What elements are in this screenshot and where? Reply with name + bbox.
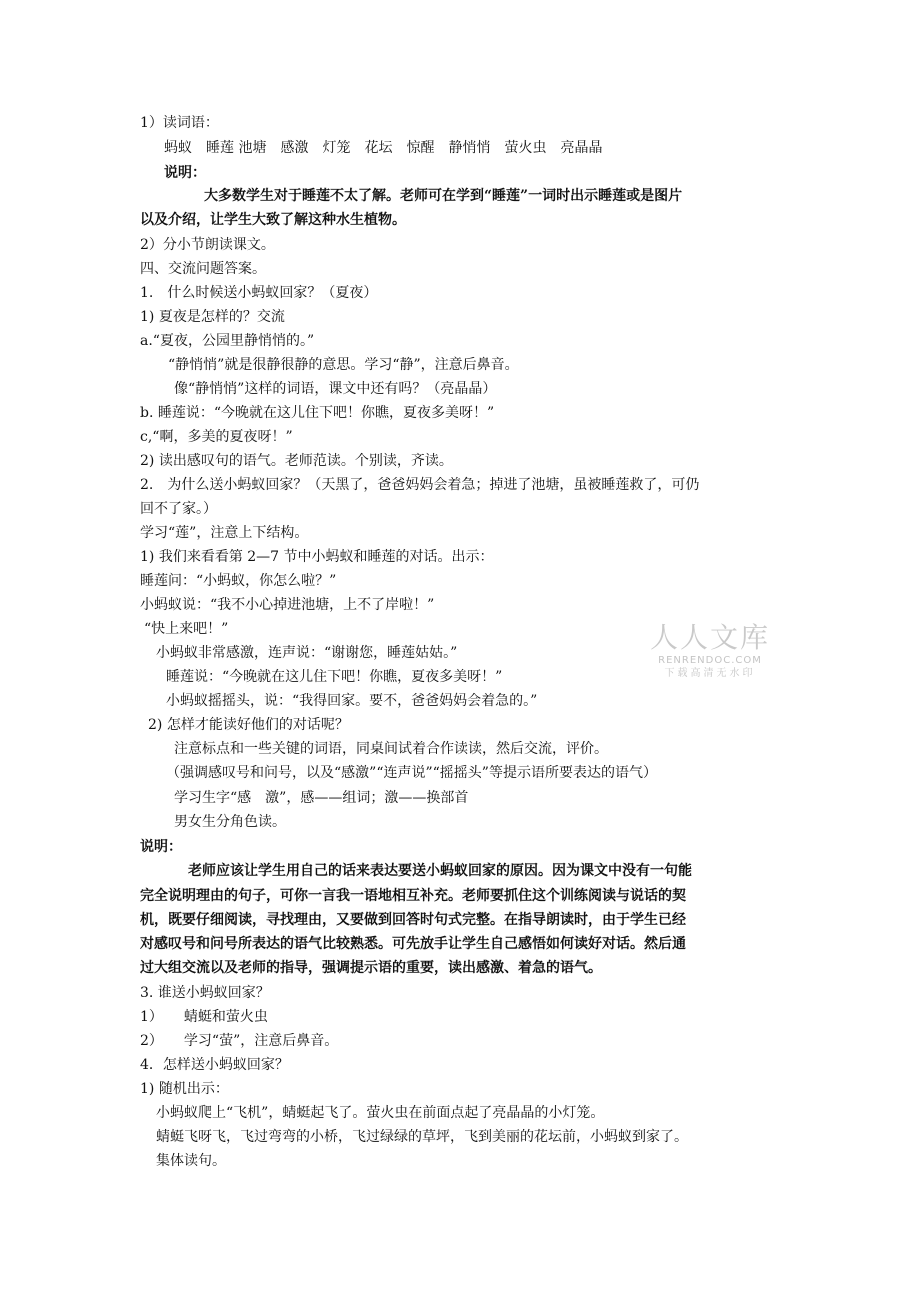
watermark-url: RENRENDOC.COM: [658, 655, 762, 666]
question-heading: 3. 谁送小蚂蚁回家？: [140, 985, 270, 1001]
dialogue-line: 睡莲问：“小蚂蚁，你怎么啦？”: [140, 573, 337, 589]
text-line: 像“静悄悄”这样的词语，课文中还有吗？（亮晶晶）: [174, 381, 497, 397]
dialogue-line: 睡莲说：“今晚就在这儿住下吧！你瞧，夏夜多美呀！”: [166, 669, 503, 685]
text-line: 注意标点和一些关键的词语，同桌间试着合作读读，然后交流，评价。: [174, 741, 608, 757]
watermark-subtitle: 下载高清无水印: [664, 668, 756, 679]
text-line: 1) 我们来看看第 2—7 节中小蚂蚁和睡莲的对话。出示：: [140, 549, 494, 565]
note-paragraph: 对感叹号和问号所表达的语气比较熟悉。可先放手让学生自己感悟如何读好对话。然后通: [140, 936, 686, 952]
text-line: “静悄悄”就是很静很静的意思。学习“静”，注意后鼻音。: [168, 357, 519, 373]
text-line: 1) 夏夜是怎样的？交流: [140, 309, 285, 325]
text-line: 小蚂蚁爬上“飞机”，蜻蜓起飞了。萤火虫在前面点起了亮晶晶的小灯笼。: [156, 1105, 605, 1121]
question-heading: 2. 为什么送小蚂蚁回家？（天黑了，爸爸妈妈会着急；掉进了池塘，虽被睡莲救了，可仍: [140, 477, 700, 493]
text-line: c,“啊，多美的夏夜呀！”: [140, 429, 293, 445]
text-line: 学习“莲”，注意上下结构。: [140, 525, 309, 541]
note-paragraph: 过大组交流以及老师的指导，强调提示语的重要，读出感激、着急的语气。: [140, 960, 602, 976]
text-line: 男女生分角色读。: [174, 814, 286, 830]
watermark-logo-text: 人人文库: [649, 621, 770, 654]
note-paragraph: 老师应该让学生用自己的话来表达要送小蚂蚁回家的原因。因为课文中没有一句能: [188, 863, 692, 879]
text-line: 2）分小节朗读课文。: [140, 237, 275, 253]
text-line: 回不了家。）: [140, 501, 217, 517]
text-line: 集体读句。: [156, 1153, 226, 1169]
note-paragraph: 以及介绍，让学生大致了解这种水生植物。: [140, 212, 406, 228]
vocabulary-list: 蚂蚁 睡莲 池塘 感激 灯笼 花坛 惊醒 静悄悄 萤火虫 亮晶晶: [164, 140, 603, 156]
text-line: a.“夏夜，公园里静悄悄的。”: [140, 333, 315, 349]
dialogue-line: 小蚂蚁摇摇头，说：“我得回家。要不，爸爸妈妈会着急的。”: [166, 693, 538, 709]
text-line: 1） 蜻蜓和萤火虫: [140, 1009, 268, 1025]
text-line: 学习生字“感 激”，感——组词；激——换部首: [174, 790, 469, 806]
text-line: 2) 怎样才能读好他们的对话呢？: [148, 717, 349, 733]
question-heading: 1. 什么时候送小蚂蚁回家？（夏夜）: [140, 285, 378, 301]
text-line: （强调感叹号和问号，以及“感激”“连声说”“摇摇头”等提示语所要表达的语气）: [166, 765, 657, 781]
section-heading: 四、交流问题答案。: [140, 261, 266, 277]
note-heading: 说明：: [164, 165, 206, 181]
dialogue-line: 小蚂蚁说：“我不小心掉进池塘，上不了岸啦！”: [140, 597, 435, 613]
note-heading: 说明：: [140, 839, 182, 855]
question-heading: 4．怎样送小蚂蚁回家？: [140, 1057, 289, 1073]
text-line: 2) 读出感叹句的语气。老师范读。个别读，齐读。: [140, 453, 453, 469]
note-paragraph: 机，既要仔细阅读，寻找理由，又要做到回答时句式完整。在指导朗读时，由于学生已经: [140, 912, 686, 928]
text-line: 1）读词语：: [140, 115, 219, 131]
note-paragraph: 完全说明理由的句子，可你一言我一语地相互补充。老师要抓住这个训练阅读与说话的契: [140, 888, 686, 904]
dialogue-line: 小蚂蚁非常感激，连声说：“谢谢您，睡莲姑姑。”: [156, 645, 458, 661]
text-line: b. 睡莲说：“今晚就在这儿住下吧！你瞧，夏夜多美呀！”: [140, 405, 495, 421]
watermark: [646, 622, 774, 681]
text-line: 蜻蜓飞呀飞，飞过弯弯的小桥，飞过绿绿的草坪，飞到美丽的花坛前，小蚂蚁到家了。: [156, 1129, 688, 1145]
dialogue-line: “快上来吧！”: [144, 621, 229, 637]
text-line: 1) 随机出示：: [140, 1081, 229, 1097]
text-line: 2） 学习“萤”，注意后鼻音。: [140, 1033, 339, 1049]
note-paragraph: 大多数学生对于睡莲不太了解。老师可在学到“睡莲”一词时出示睡莲或是图片: [204, 188, 683, 204]
